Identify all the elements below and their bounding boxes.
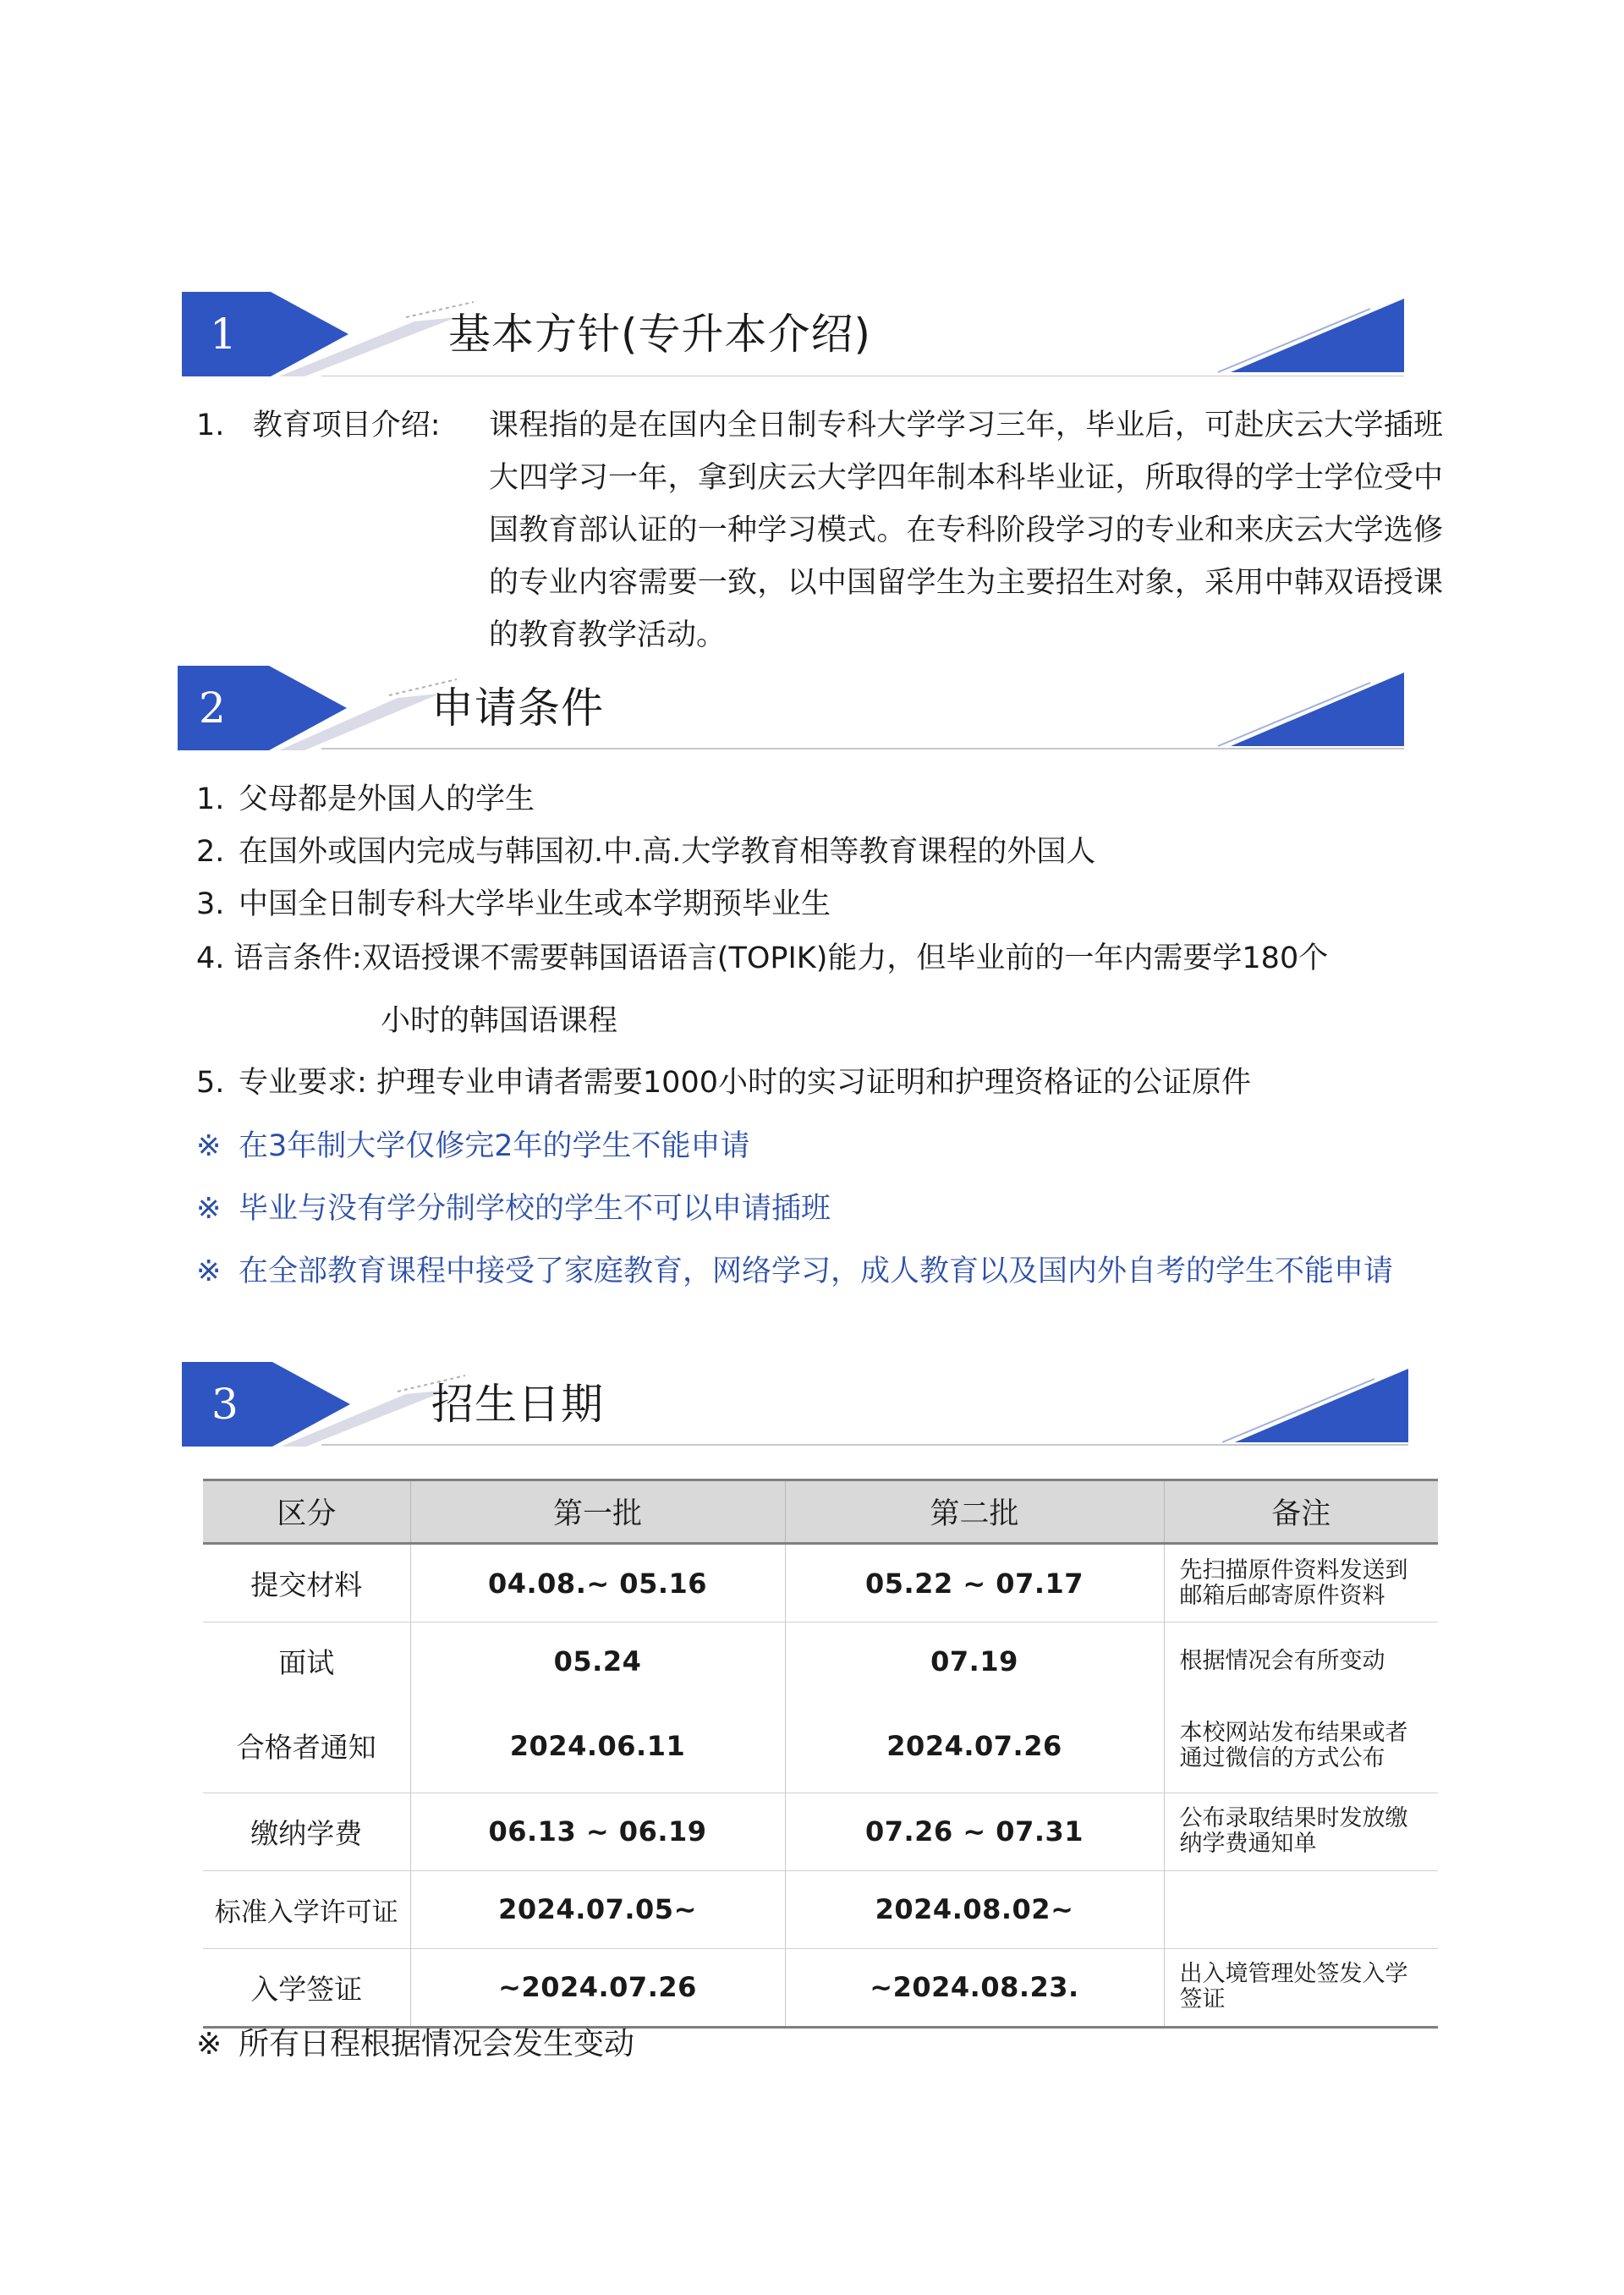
- footnote-mark: ※: [196, 2027, 222, 2062]
- section-3-number: 3: [211, 1380, 239, 1429]
- footnote-text: 所有日程根据情况会发生变动: [239, 2027, 635, 2062]
- row-label: 提交材料: [203, 1544, 410, 1622]
- header-batch-2: 第二批: [785, 1480, 1164, 1544]
- condition-5: [196, 1062, 1251, 1104]
- batch-2-date: 2024.08.02~: [785, 1870, 1164, 1948]
- batch-2-date: ~2024.08.23.: [785, 1948, 1164, 2027]
- condition-1-number: 1.: [196, 782, 225, 816]
- condition-3-text: 中国全日制专科大学毕业生或本学期预毕业生: [239, 887, 831, 921]
- section-1-number: 1: [210, 310, 237, 359]
- row-remark: [1164, 1870, 1438, 1948]
- section-3-banner-graphic: [0, 1362, 1624, 1447]
- row-remark: 公布录取结果时发放缴纳学费通知单: [1164, 1793, 1438, 1870]
- section-3-title: 招生日期: [431, 1380, 604, 1429]
- note-1: [196, 1125, 750, 1167]
- note-1-mark: ※: [196, 1129, 222, 1163]
- header-batch-1: 第一批: [410, 1480, 785, 1544]
- condition-4-number: 4.: [196, 942, 225, 975]
- header-remark: 备注: [1164, 1480, 1438, 1544]
- table-row: [203, 1622, 1438, 1700]
- row-label: 入学签证: [203, 1948, 410, 2027]
- batch-2-date: 07.26 ~ 07.31: [785, 1793, 1164, 1870]
- batch-1-date: 05.24: [410, 1622, 785, 1700]
- condition-2-number: 2.: [196, 835, 225, 869]
- note-2: [196, 1188, 831, 1230]
- row-label: 标准入学许可证: [203, 1870, 410, 1948]
- condition-2: [196, 831, 1095, 873]
- table-row: [203, 1948, 1438, 2027]
- condition-5-text: 专业要求: 护理专业申请者需要1000小时的实习证明和护理资格证的公证原件: [239, 1066, 1251, 1100]
- batch-2-date: 05.22 ~ 07.17: [785, 1544, 1164, 1622]
- row-remark: 先扫描原件资料发送到邮箱后邮寄原件资料: [1164, 1544, 1438, 1622]
- condition-3: [196, 883, 831, 925]
- condition-4-continued: 小时的韩国语课程: [381, 1004, 618, 1038]
- section-2-banner-graphic: [0, 666, 1624, 750]
- condition-4-text: 语言条件:双语授课不需要韩国语语言(TOPIK)能力，但毕业前的一年内需要学180个: [233, 942, 1329, 975]
- row-label: 合格者通知: [203, 1699, 410, 1793]
- note-3-text: 在全部教育课程中接受了家庭教育，网络学习，成人教育以及国内外自考的学生不能申请: [239, 1255, 1394, 1288]
- condition-3-number: 3.: [196, 887, 225, 921]
- batch-2-date: 07.19: [785, 1622, 1164, 1700]
- intro-body: 课程指的是在国内全日制专科大学学习三年，毕业后，可赴庆云大学插班大四学习一年，拿到庆云大学四年制本科毕业证，所取得的学士学位受中国教育部认证的一种学习模式。在专科阶段学习的专业和来庆云大学选修的专业内容需要一致，以中国留学生为主要招生对象，采用中韩双语授课的教育教学活动。: [489, 409, 1443, 652]
- section-1-title: 基本方针(专升本介绍): [448, 310, 872, 359]
- table-header-row: [203, 1480, 1438, 1544]
- schedule-footnote: [196, 2020, 634, 2063]
- intro-label-text: 教育项目介绍:: [252, 409, 441, 442]
- section-3-header: [0, 1362, 1624, 1447]
- intro-label: [196, 399, 441, 452]
- condition-1-text: 父母都是外国人的学生: [239, 782, 535, 816]
- condition-2-text: 在国外或国内完成与韩国初.中.高.大学教育相等教育课程的外国人: [239, 835, 1096, 869]
- condition-5-number: 5.: [196, 1066, 225, 1100]
- section-2-number: 2: [199, 684, 226, 733]
- note-1-text: 在3年制大学仅修完2年的学生不能申请: [239, 1129, 750, 1163]
- note-2-text: 毕业与没有学分制学校的学生不可以申请插班: [239, 1192, 831, 1226]
- condition-1: [196, 778, 535, 821]
- row-remark: 根据情况会有所变动: [1164, 1622, 1438, 1700]
- schedule-table: [203, 1479, 1438, 2029]
- note-3-mark: ※: [196, 1255, 222, 1288]
- batch-2-date: 2024.07.26: [785, 1699, 1164, 1793]
- row-remark: 本校网站发布结果或者通过微信的方式公布: [1164, 1699, 1438, 1793]
- table-row: [203, 1870, 1438, 1948]
- header-category: 区分: [203, 1480, 410, 1544]
- note-3: [196, 1250, 1393, 1293]
- batch-1-date: 06.13 ~ 06.19: [410, 1793, 785, 1870]
- batch-1-date: 04.08.~ 05.16: [410, 1544, 785, 1622]
- batch-1-date: ~2024.07.26: [410, 1948, 785, 2027]
- note-2-mark: ※: [196, 1192, 222, 1226]
- table-row: [203, 1544, 1438, 1622]
- batch-1-date: 2024.06.11: [410, 1699, 785, 1793]
- intro-number: 1.: [196, 409, 225, 442]
- table-row: [203, 1793, 1438, 1870]
- table-row: [203, 1699, 1438, 1793]
- row-remark: 出入境管理处签发入学签证: [1164, 1948, 1438, 2027]
- batch-1-date: 2024.07.05~: [410, 1870, 785, 1948]
- section-2-header: [0, 666, 1624, 750]
- section-2-title: 申请条件: [431, 684, 604, 733]
- row-label: 面试: [278, 1646, 335, 1679]
- condition-4: [196, 937, 1328, 980]
- row-label: 缴纳学费: [203, 1793, 410, 1870]
- section-1-header: [0, 292, 1624, 376]
